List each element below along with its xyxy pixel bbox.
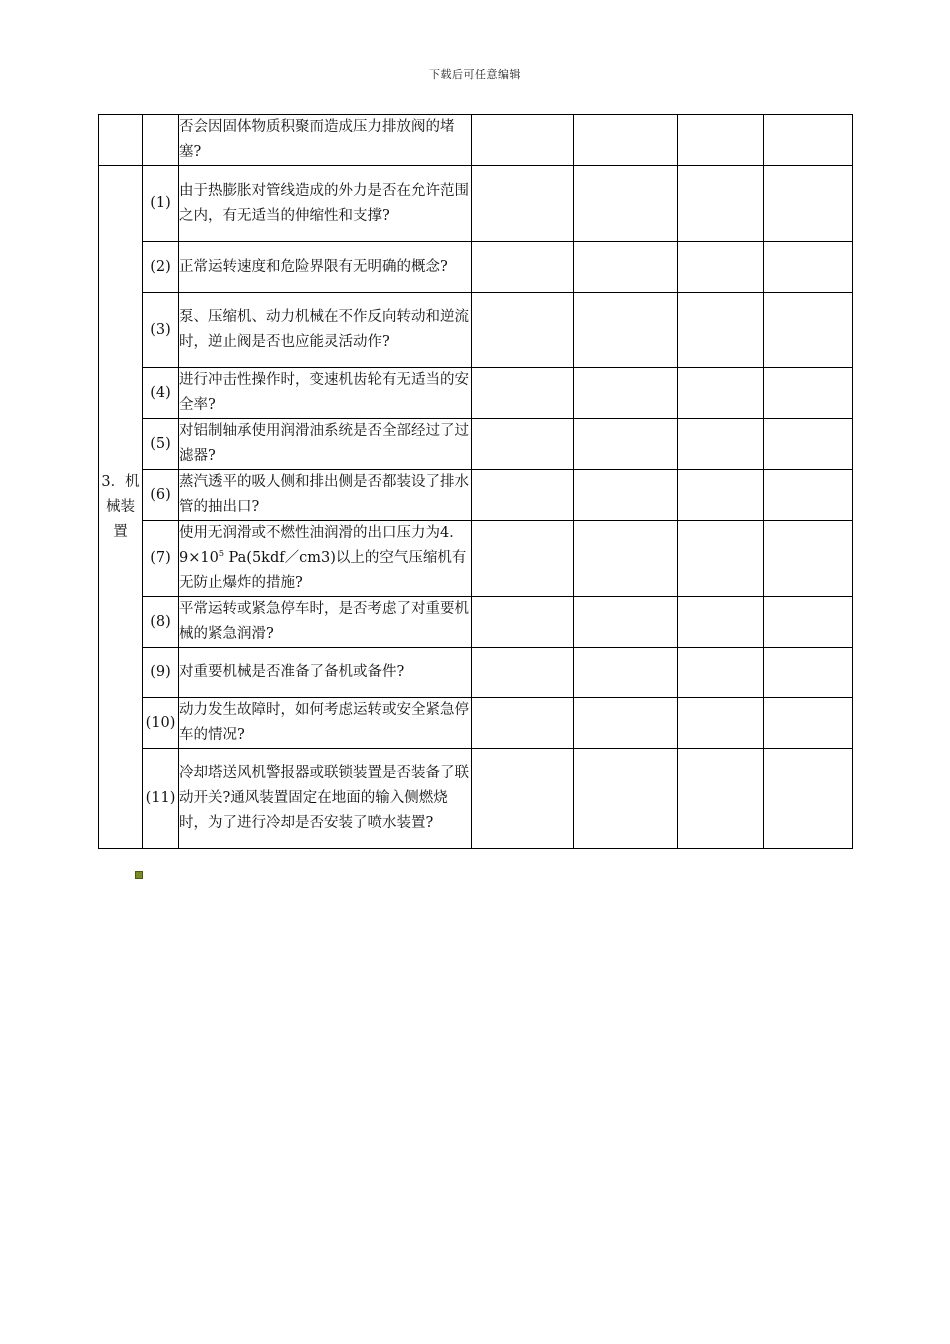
blank-cell bbox=[764, 115, 853, 166]
blank-cell bbox=[764, 293, 853, 368]
item-number: (9) bbox=[143, 648, 179, 698]
blank-cell bbox=[472, 419, 574, 470]
blank-cell bbox=[764, 698, 853, 749]
question-cell: 冷却塔送风机警报器或联锁装置是否装备了联动开关?通风装置固定在地面的输入侧燃烧时，为了进行冷却是否安装了喷水装置? bbox=[179, 749, 472, 849]
blank-cell bbox=[764, 166, 853, 242]
blank-cell bbox=[764, 597, 853, 648]
table-row bbox=[99, 698, 853, 749]
question-cell bbox=[179, 521, 472, 597]
blank-cell bbox=[472, 698, 574, 749]
item-number bbox=[143, 115, 179, 166]
question-cell: 对铝制轴承使用润滑油系统是否全部经过了过滤器? bbox=[179, 419, 472, 470]
blank-cell bbox=[678, 242, 764, 293]
section-cell bbox=[99, 115, 143, 166]
checklist-table bbox=[98, 114, 853, 849]
blank-cell bbox=[472, 749, 574, 849]
question-cell: 蒸汽透平的吸人侧和排出侧是否都装设了排水管的抽出口? bbox=[179, 470, 472, 521]
blank-cell bbox=[574, 166, 678, 242]
blank-cell bbox=[678, 368, 764, 419]
blank-cell bbox=[678, 115, 764, 166]
table-row bbox=[99, 470, 853, 521]
image-placeholder-icon bbox=[135, 871, 143, 879]
blank-cell bbox=[472, 293, 574, 368]
blank-cell bbox=[764, 419, 853, 470]
blank-cell bbox=[472, 597, 574, 648]
table-row bbox=[99, 597, 853, 648]
blank-cell bbox=[574, 470, 678, 521]
blank-cell bbox=[574, 293, 678, 368]
blank-cell bbox=[678, 597, 764, 648]
blank-cell bbox=[472, 521, 574, 597]
blank-cell bbox=[678, 521, 764, 597]
blank-cell bbox=[764, 242, 853, 293]
question-text: Pa(5kdf／cm3)以上的空气压缩机有无防止爆炸的措施? bbox=[179, 550, 467, 591]
blank-cell bbox=[472, 368, 574, 419]
item-number: (10) bbox=[143, 698, 179, 749]
blank-cell bbox=[678, 293, 764, 368]
blank-cell bbox=[574, 368, 678, 419]
blank-cell bbox=[678, 698, 764, 749]
item-number: (4) bbox=[143, 368, 179, 419]
table-row bbox=[99, 521, 853, 597]
question-cell: 对重要机械是否准备了备机或备件? bbox=[179, 648, 472, 698]
question-cell: 平常运转或紧急停车时，是否考虑了对重要机械的紧急润滑? bbox=[179, 597, 472, 648]
question-cell: 由于热膨胀对管线造成的外力是否在允许范围之内，有无适当的伸缩性和支撑? bbox=[179, 166, 472, 242]
table-row bbox=[99, 115, 853, 166]
blank-cell bbox=[574, 242, 678, 293]
item-number: (8) bbox=[143, 597, 179, 648]
item-number: (3) bbox=[143, 293, 179, 368]
blank-cell bbox=[574, 419, 678, 470]
table-row bbox=[99, 749, 853, 849]
blank-cell bbox=[472, 648, 574, 698]
question-cell: 泵、压缩机、动力机械在不作反向转动和逆流时，逆止阀是否也应能灵活动作? bbox=[179, 293, 472, 368]
blank-cell bbox=[764, 368, 853, 419]
table-row bbox=[99, 166, 853, 242]
item-number: (7) bbox=[143, 521, 179, 597]
blank-cell bbox=[678, 470, 764, 521]
blank-cell bbox=[574, 521, 678, 597]
question-cell: 动力发生故障时，如何考虑运转或安全紧急停车的情况? bbox=[179, 698, 472, 749]
blank-cell bbox=[574, 597, 678, 648]
blank-cell bbox=[764, 749, 853, 849]
question-cell: 进行冲击性操作时，变速机齿轮有无适当的安全率? bbox=[179, 368, 472, 419]
item-number: (6) bbox=[143, 470, 179, 521]
item-number: (1) bbox=[143, 166, 179, 242]
table-row bbox=[99, 242, 853, 293]
blank-cell bbox=[574, 648, 678, 698]
table-row bbox=[99, 419, 853, 470]
blank-cell bbox=[764, 521, 853, 597]
blank-cell bbox=[574, 749, 678, 849]
table-row bbox=[99, 368, 853, 419]
item-number: (2) bbox=[143, 242, 179, 293]
blank-cell bbox=[678, 166, 764, 242]
table-row bbox=[99, 648, 853, 698]
blank-cell bbox=[472, 115, 574, 166]
blank-cell bbox=[678, 749, 764, 849]
question-text: 使用无润滑或不燃性油润滑的出口压力为4．9×10 bbox=[179, 525, 464, 566]
table-row bbox=[99, 293, 853, 368]
question-cell: 否会因固体物质积聚而造成压力排放阀的堵塞? bbox=[179, 115, 472, 166]
item-number: (11) bbox=[143, 749, 179, 849]
blank-cell bbox=[764, 648, 853, 698]
question-cell: 正常运转速度和危险界限有无明确的概念? bbox=[179, 242, 472, 293]
blank-cell bbox=[764, 470, 853, 521]
blank-cell bbox=[678, 648, 764, 698]
blank-cell bbox=[472, 166, 574, 242]
blank-cell bbox=[678, 419, 764, 470]
section-label: 3．机械装置 bbox=[99, 166, 143, 849]
blank-cell bbox=[574, 698, 678, 749]
item-number: (5) bbox=[143, 419, 179, 470]
blank-cell bbox=[472, 470, 574, 521]
page-header: 下载后可任意编辑 bbox=[429, 68, 521, 81]
blank-cell bbox=[472, 242, 574, 293]
blank-cell bbox=[574, 115, 678, 166]
exponent: 5 bbox=[218, 549, 224, 559]
